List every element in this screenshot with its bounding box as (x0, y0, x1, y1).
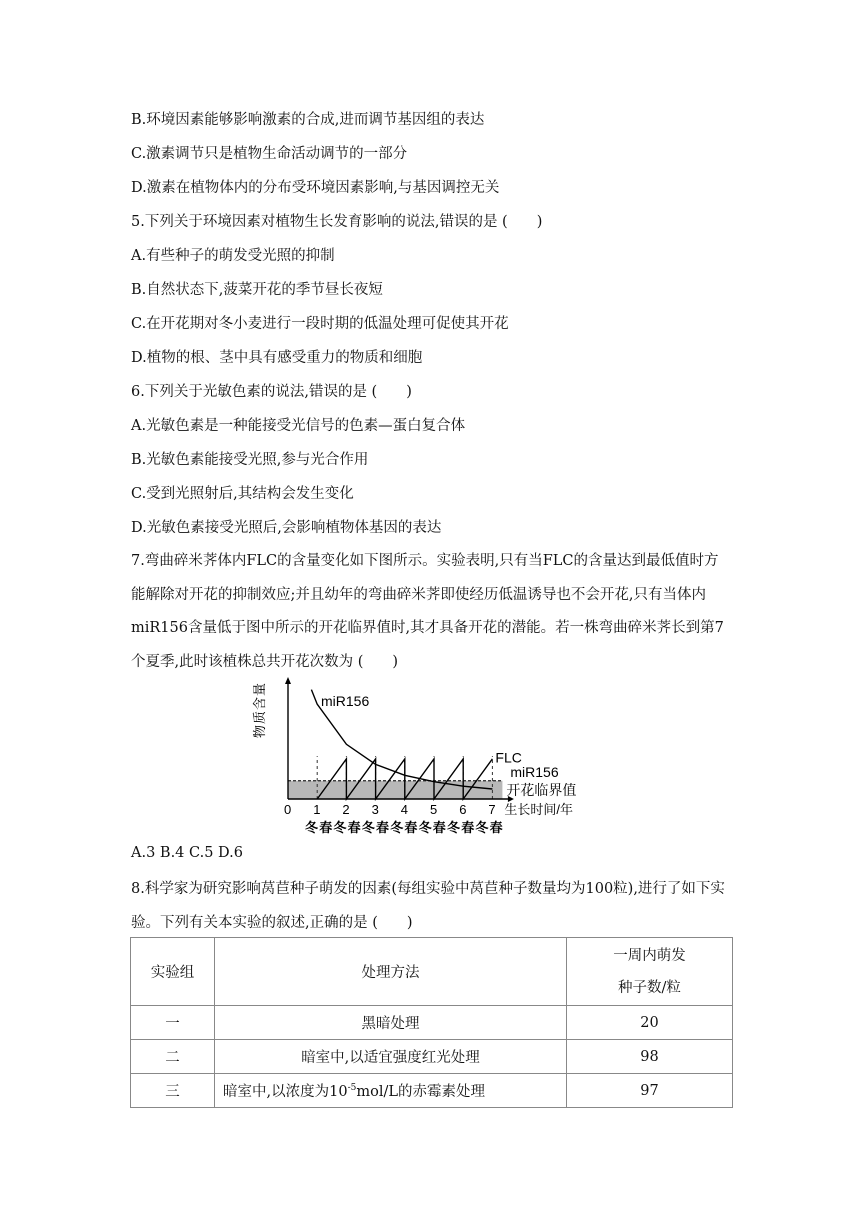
threshold-series-label: miR156 (510, 763, 559, 780)
q4-option-b: B.环境因素能够影响激素的合成,进而调节基因组的表达 (131, 112, 485, 128)
x-tick-label: 2 (342, 802, 350, 817)
season-label: 冬 (390, 820, 404, 835)
x-tick-label: 6 (459, 802, 467, 817)
season-label: 春 (347, 820, 361, 835)
x-tick-label: 4 (400, 802, 409, 817)
season-label: 冬 (305, 820, 319, 835)
row3-group: 三 (131, 1074, 215, 1108)
mir156-curve-label: miR156 (321, 693, 370, 709)
y-axis-label-char: 量 (252, 682, 267, 696)
header-group: 实验组 (131, 938, 215, 1006)
q6-stem: 6.下列关于光敏色素的说法,错误的是 ( ) (131, 384, 412, 400)
y-axis-label-char: 质 (252, 710, 267, 724)
x-tick-label: 0 (284, 802, 292, 817)
flc-mir156-chart (252, 678, 615, 840)
x-axis-label: 生长时间/年 (504, 802, 574, 817)
season-label: 春 (432, 820, 446, 835)
x-tick-label: 3 (371, 802, 379, 817)
season-label: 冬 (418, 820, 432, 835)
table-row (131, 1006, 733, 1040)
q5-option-d: D.植物的根、茎中具有感受重力的物质和细胞 (131, 350, 423, 366)
season-label: 春 (319, 820, 333, 835)
row3-count: 97 (567, 1074, 733, 1108)
q8-data-table (130, 937, 733, 1108)
season-label: 春 (376, 820, 390, 835)
row3-method-post: mol/L的赤霉素处理 (356, 1084, 485, 1100)
q8-stem: 8.科学家为研究影响莴苣种子萌发的因素(每组实验中莴苣种子数量均为100粒),进行了如下实验。下列有关本实验的叙述,正确的是 ( ) (131, 881, 725, 931)
q5-option-a: A.有些种子的萌发受光照的抑制 (131, 248, 335, 264)
header-method: 处理方法 (215, 938, 567, 1006)
season-label: 冬 (447, 820, 461, 835)
q6-option-a: A.光敏色素是一种能接受光信号的色素—蛋白复合体 (131, 418, 466, 434)
threshold-label: 开花临界值 (506, 781, 577, 798)
y-axis-label-char: 物 (252, 724, 267, 738)
q6-option-b: B.光敏色素能接受光照,参与光合作用 (131, 452, 369, 468)
q5-option-c: C.在开花期对冬小麦进行一段时期的低温处理可促使其开花 (131, 316, 509, 332)
season-label: 冬 (475, 820, 489, 835)
row1-method: 黑暗处理 (215, 1006, 567, 1040)
q5-stem: 5.下列关于环境因素对植物生长发育影响的说法,错误的是 ( ) (131, 214, 543, 230)
q5-option-b: B.自然状态下,菠菜开花的季节昼长夜短 (131, 282, 383, 298)
row2-method: 暗室中,以适宜强度红光处理 (215, 1040, 567, 1074)
table-row (131, 1040, 733, 1074)
q6-option-d: D.光敏色素接受光照后,会影响植物体基因的表达 (131, 520, 442, 536)
row2-count: 98 (567, 1040, 733, 1074)
x-tick-label: 1 (313, 802, 321, 817)
season-label: 冬 (361, 820, 375, 835)
q7-stem: 7.弯曲碎米荠体内FLC的含量变化如下图所示。实验表明,只有当FLC的含量达到最低值时方能解除对开花的抑制效应;并且幼年的弯曲碎米荠即使经历低温诱导也不会开花,只有当体内miR156含量低于图中所示的开花临界值时,其才具备开花的潜能。若一株弯曲碎米荠长到第7个夏季,此时该植株总共开花次数为 ( ) (131, 553, 724, 670)
header-count-line2: 种子数/粒 (618, 979, 681, 996)
season-label: 冬 (333, 820, 347, 835)
y-axis-arrow (285, 677, 291, 684)
season-label: 春 (404, 820, 418, 835)
table-header-row (131, 938, 733, 1006)
q6-option-c: C.受到光照射后,其结构会发生变化 (131, 486, 354, 502)
y-axis-label-char: 含 (252, 696, 267, 710)
q7-options: A.3 B.4 C.5 D.6 (131, 845, 243, 861)
x-tick-label: 7 (488, 802, 496, 817)
flc-label: FLC (495, 749, 522, 766)
row3-method-exponent: -5 (347, 1083, 357, 1094)
x-tick-label: 5 (430, 802, 438, 817)
row1-group: 一 (131, 1006, 215, 1040)
row3-method (215, 1074, 567, 1108)
row3-method-pre: 暗室中,以浓度为10 (223, 1084, 348, 1100)
q4-option-c: C.激素调节只是植物生命活动调节的一部分 (131, 146, 408, 162)
q4-option-d: D.激素在植物体内的分布受环境因素影响,与基因调控无关 (131, 180, 500, 196)
row1-count: 20 (567, 1006, 733, 1040)
table-row (131, 1074, 733, 1108)
header-count-line1: 一周内萌发 (613, 947, 686, 964)
row2-group: 二 (131, 1040, 215, 1074)
header-count (567, 938, 733, 1006)
season-label: 春 (489, 820, 503, 835)
season-label: 春 (461, 820, 475, 835)
